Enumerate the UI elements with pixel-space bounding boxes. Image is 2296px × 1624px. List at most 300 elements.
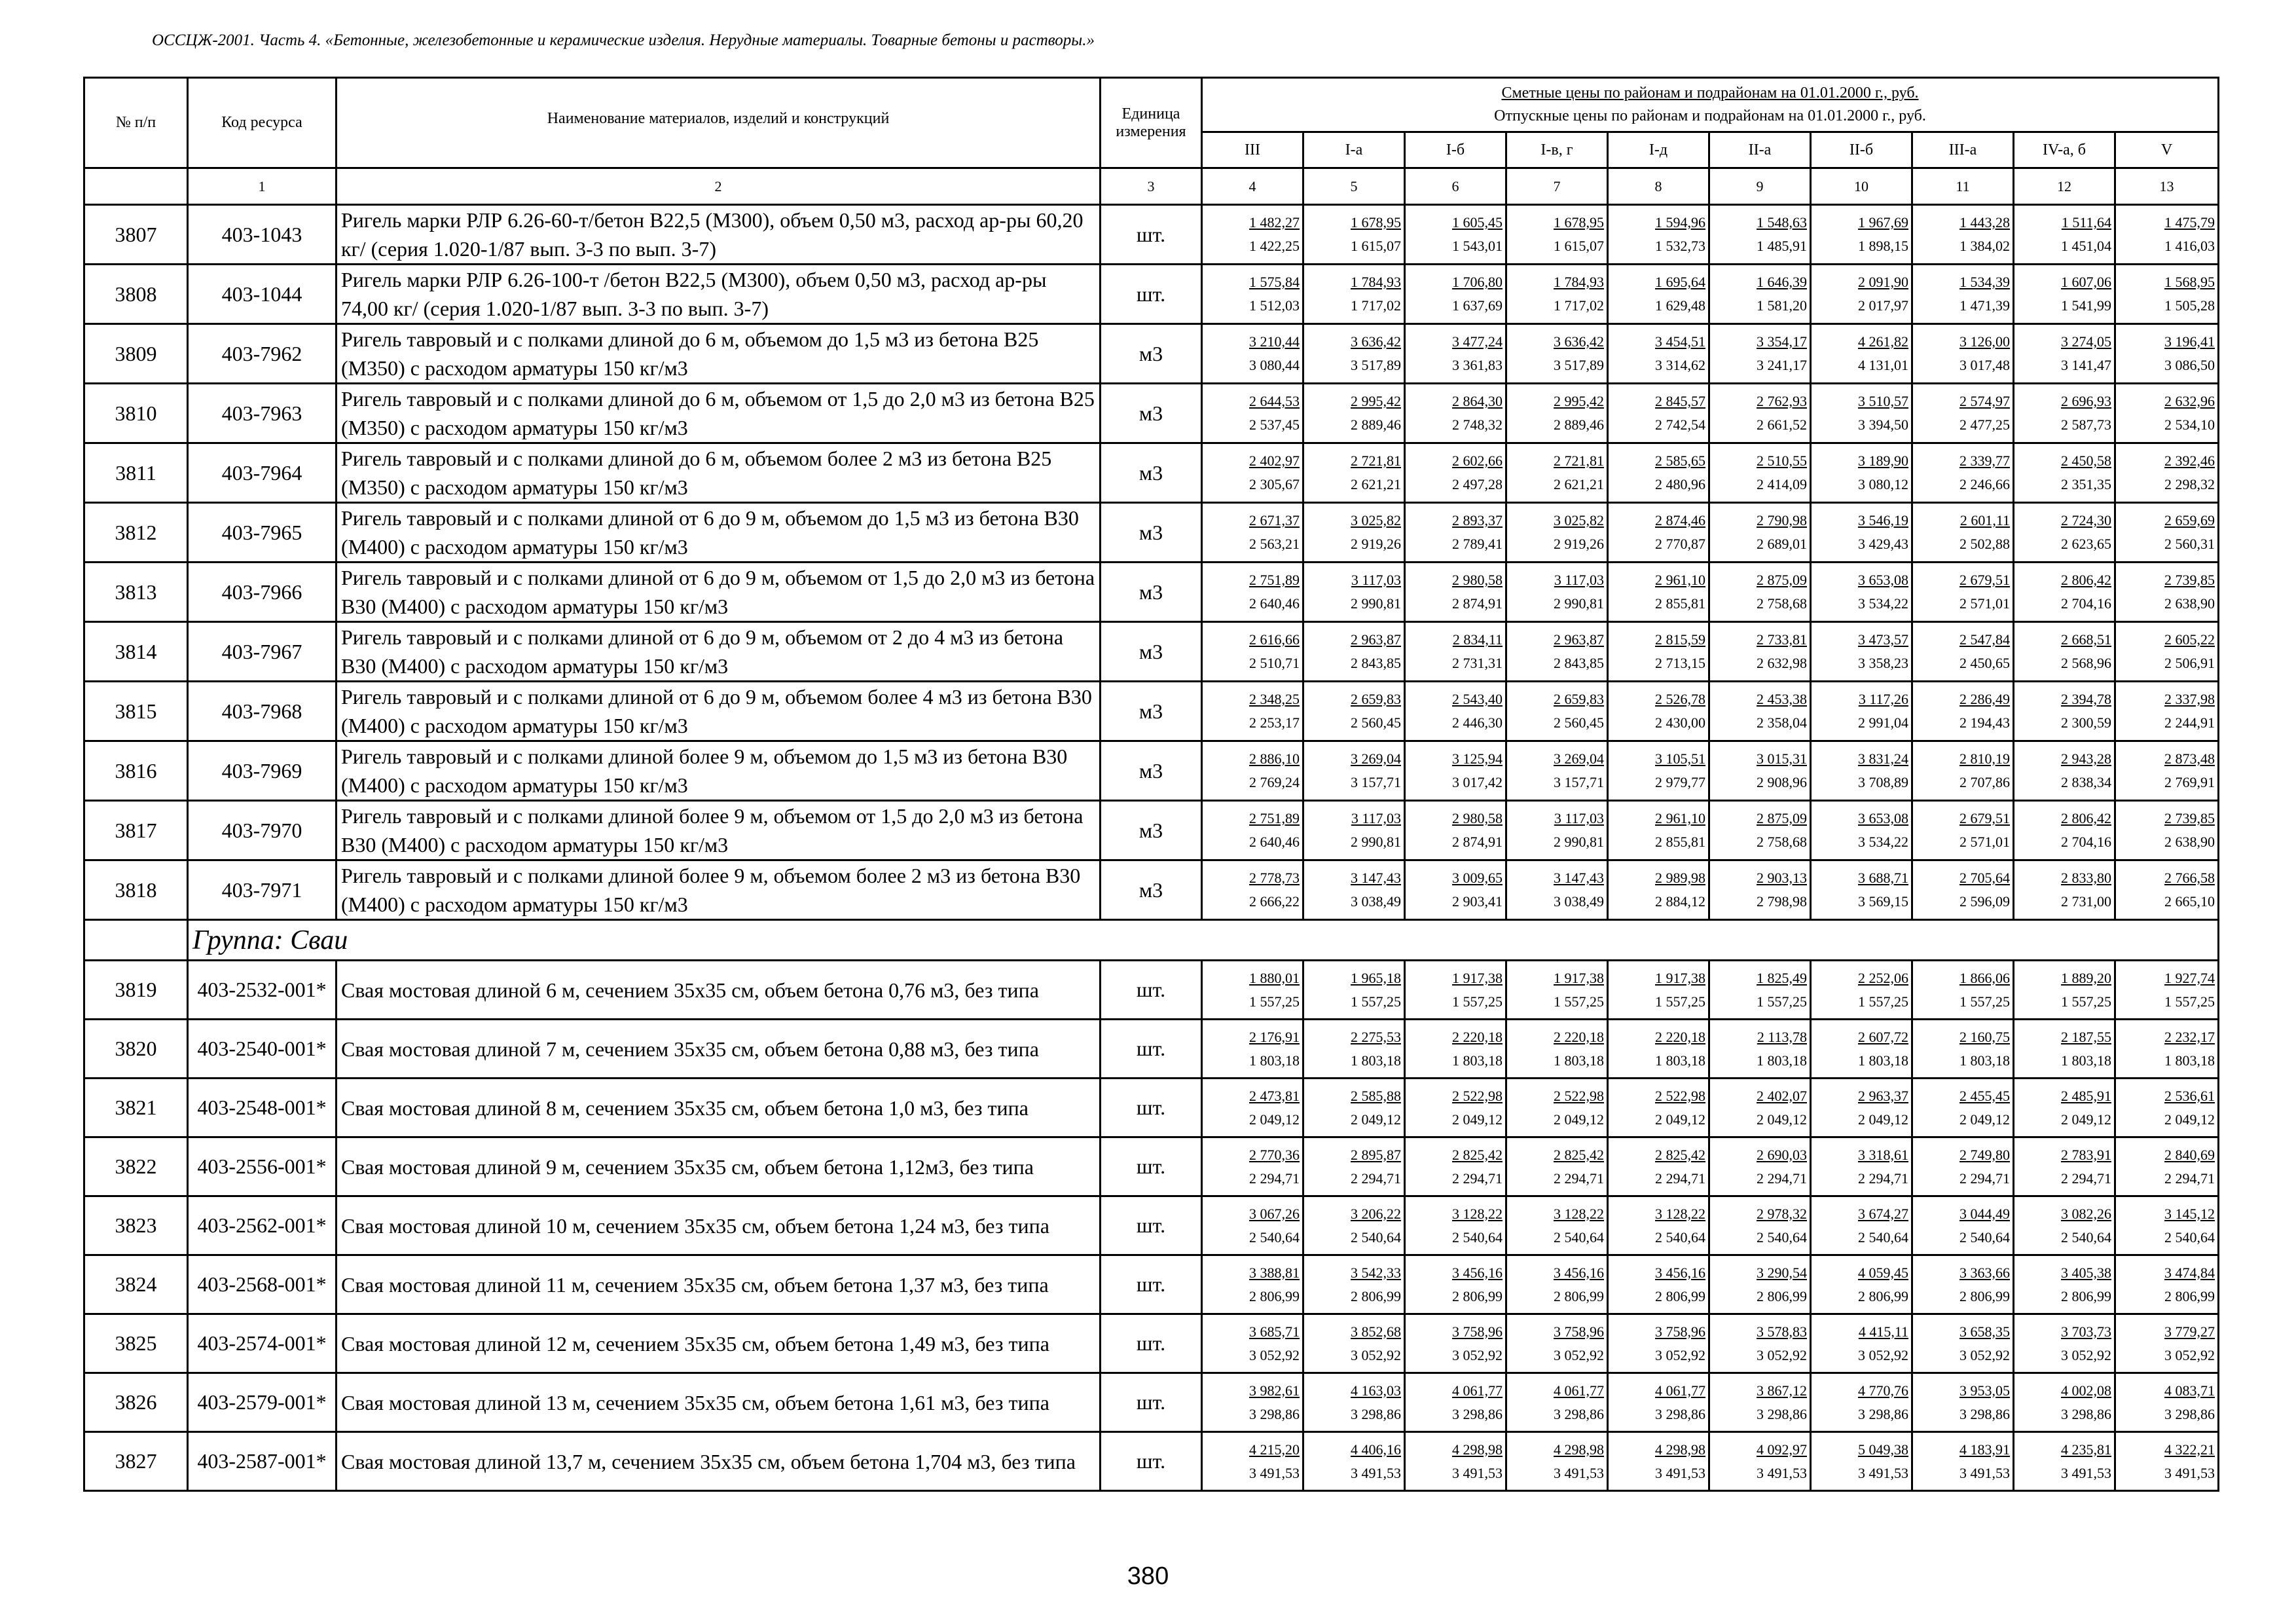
release-price: 3 491,53 [1858,1464,1908,1481]
estimate-price: 3 117,03 [1554,572,1604,588]
release-price: 1 557,25 [2164,993,2215,1010]
release-price: 3 358,23 [1858,655,1908,671]
price-cell [1506,443,1608,503]
price-cell [1405,622,1506,682]
release-price: 1 717,02 [1351,297,1401,314]
resource-code: 403-7962 [188,324,337,384]
price-cell [1506,961,1608,1020]
estimate-price: 2 585,88 [1351,1087,1401,1104]
price-cell [2115,860,2219,920]
estimate-price: 2 679,51 [1959,572,2010,588]
region-header: III-а [1912,132,2014,168]
release-price: 2 806,99 [1452,1287,1503,1304]
region-header: I-д [1608,132,1709,168]
price-cell [1202,1432,1303,1491]
price-cell [1202,1314,1303,1373]
unit: м3 [1101,563,1202,622]
release-price: 2 908,96 [1757,774,1807,790]
estimate-price: 2 989,98 [1655,870,1705,886]
estimate-price: 2 961,10 [1655,572,1705,588]
table-row [84,1020,2219,1079]
estimate-price: 3 473,57 [1858,631,1908,648]
price-cell [1912,563,2014,622]
release-price: 1 557,25 [1452,993,1503,1010]
estimate-price: 5 049,38 [1858,1441,1908,1458]
price-cell [2115,324,2219,384]
estimate-price: 2 810,19 [1959,750,2010,767]
release-price: 2 049,12 [1757,1111,1807,1128]
unit: шт. [1101,1196,1202,1255]
item-name: Ригель тавровый и с полками длиной более 9 м, объемом от 1,5 до 2,0 м3 из бетона В30 (М400) с расходом арматуры 150 кг/м3 [337,801,1101,860]
release-price: 2 540,64 [1554,1228,1604,1246]
price-cell [1202,961,1303,1020]
table-row [84,265,2219,324]
estimate-price: 4 322,21 [2164,1441,2215,1458]
estimate-price: 2 790,98 [1757,512,1807,528]
release-price: 2 731,31 [1452,655,1503,671]
release-price: 2 742,54 [1655,416,1705,433]
header-resource-code: Код ресурса [188,78,337,168]
estimate-price: 2 574,97 [1959,393,2010,409]
region-header: II-б [1811,132,1912,168]
price-cell [1405,860,1506,920]
release-price: 2 049,12 [2061,1111,2111,1128]
release-price: 1 557,25 [1351,993,1401,1010]
estimate-price: 2 339,77 [1959,452,2010,469]
price-cell [1405,1432,1506,1491]
release-price: 3 080,12 [1858,476,1908,492]
resource-code: 403-2587-001* [188,1432,337,1491]
release-price: 3 052,92 [1452,1346,1503,1363]
price-cell [1506,1020,1608,1079]
price-cell [2014,1137,2115,1196]
price-cell [1709,384,1811,443]
estimate-price: 3 126,00 [1959,333,2010,350]
price-cell [2014,443,2115,503]
column-number-row [84,168,2219,205]
estimate-price: 4 163,03 [1351,1382,1401,1399]
estimate-price: 3 354,17 [1757,333,1807,350]
price-cell [1506,265,1608,324]
estimate-price: 2 473,81 [1249,1087,1300,1104]
item-name: Ригель тавровый и с полками длиной от 6 до 9 м, объемом до 1,5 м3 из бетона В30 (М400) с расходом арматуры 150 кг/м3 [337,503,1101,563]
table-row [84,1373,2219,1432]
release-price: 2 889,46 [1554,416,1604,433]
estimate-price: 2 806,42 [2061,810,2111,826]
estimate-price: 2 834,11 [1452,631,1503,648]
release-price: 3 361,83 [1452,357,1503,373]
estimate-price: 3 779,27 [2164,1323,2215,1340]
release-price: 2 621,21 [1351,476,1401,492]
release-price: 2 246,66 [1959,476,2010,492]
estimate-price: 2 091,90 [1858,274,1908,290]
estimate-price: 2 607,72 [1858,1028,1908,1045]
estimate-price: 2 696,93 [2061,393,2111,409]
release-price: 2 305,67 [1249,476,1300,492]
resource-code: 403-2579-001* [188,1373,337,1432]
price-cell [1506,503,1608,563]
row-number: 3816 [84,741,188,801]
release-price: 2 253,17 [1249,714,1300,731]
estimate-price: 2 705,64 [1959,870,2010,886]
region-header: IV-а, б [2014,132,2115,168]
release-price: 2 758,68 [1757,595,1807,612]
estimate-price: 2 547,84 [1959,631,2010,648]
release-price: 2 640,46 [1249,595,1300,612]
release-price: 2 537,45 [1249,416,1300,433]
price-cell [1811,324,1912,384]
resource-code: 403-7964 [188,443,337,503]
estimate-price: 3 145,12 [2164,1205,2215,1222]
release-price: 1 803,18 [1757,1052,1807,1069]
price-cell [2014,1196,2115,1255]
item-name: Свая мостовая длиной 10 м, сечением 35х35 см, объем бетона 1,24 м3, без типа [337,1196,1101,1255]
estimate-price: 2 980,58 [1452,572,1503,588]
release-price: 3 534,22 [1858,595,1908,612]
row-number: 3824 [84,1255,188,1314]
estimate-price: 2 721,81 [1351,452,1401,469]
price-cell [1506,682,1608,741]
column-number-blank [84,168,188,205]
price-cell [1405,384,1506,443]
release-price: 2 298,32 [2164,476,2215,492]
estimate-price: 3 542,33 [1351,1264,1401,1281]
price-cell [2115,1255,2219,1314]
estimate-price: 1 534,39 [1959,274,2010,290]
price-cell [1608,1020,1709,1079]
release-price: 2 990,81 [1351,595,1401,612]
release-price: 3 429,43 [1858,536,1908,552]
estimate-price: 1 917,38 [1452,969,1503,986]
estimate-price: 2 963,37 [1858,1087,1908,1104]
price-cell [1709,205,1811,265]
estimate-price: 3 758,96 [1554,1323,1604,1340]
price-cell [1912,961,2014,1020]
release-price: 1 803,18 [1655,1052,1705,1069]
release-price: 2 806,99 [1858,1287,1908,1304]
estimate-price: 2 875,09 [1757,572,1807,588]
estimate-price: 3 867,12 [1757,1382,1807,1399]
estimate-price: 4 298,98 [1554,1441,1604,1458]
release-price: 2 502,88 [1959,536,2010,552]
release-price: 2 540,64 [1858,1228,1908,1246]
release-price: 2 540,64 [2164,1228,2215,1246]
estimate-price: 3 636,42 [1351,333,1401,350]
release-price: 2 049,12 [1351,1111,1401,1128]
row-number: 3825 [84,1314,188,1373]
estimate-price: 2 739,85 [2164,572,2215,588]
price-cell [2014,1255,2115,1314]
row-number: 3823 [84,1196,188,1255]
estimate-price: 1 889,20 [2061,969,2111,986]
release-price: 2 990,81 [1351,834,1401,850]
estimate-price: 2 840,69 [2164,1146,2215,1163]
price-cell [1303,1255,1405,1314]
unit: шт. [1101,1255,1202,1314]
table-row [84,1432,2219,1491]
estimate-price: 2 585,65 [1655,452,1705,469]
price-cell [2115,1020,2219,1079]
estimate-price: 2 526,78 [1655,691,1705,707]
release-price: 2 769,91 [2164,774,2215,790]
estimate-price: 2 543,40 [1452,691,1503,707]
table-row [84,1079,2219,1137]
estimate-price: 2 721,81 [1554,452,1604,469]
release-price: 2 300,59 [2061,714,2111,731]
release-price: 1 615,07 [1554,238,1604,254]
release-price: 3 491,53 [1959,1464,2010,1481]
price-cell [1811,1020,1912,1079]
estimate-price: 3 117,26 [1858,691,1908,707]
price-cell [1202,563,1303,622]
estimate-price: 3 405,38 [2061,1264,2111,1281]
estimate-price: 2 825,42 [1655,1146,1705,1163]
price-cell [1709,622,1811,682]
region-header: V [2115,132,2219,168]
estimate-price: 3 125,94 [1452,750,1503,767]
estimate-price: 2 348,25 [1249,691,1300,707]
release-price: 1 557,25 [1554,993,1604,1010]
release-price: 3 052,92 [1655,1346,1705,1363]
release-price: 3 394,50 [1858,416,1908,433]
price-cell [1405,1196,1506,1255]
price-cell [1912,1314,2014,1373]
release-price: 2 806,99 [1351,1287,1401,1304]
row-number: 3819 [84,961,188,1020]
estimate-price: 3 454,51 [1655,333,1705,350]
price-cell [1202,503,1303,563]
estimate-price: 3 703,73 [2061,1323,2111,1340]
estimate-price: 4 059,45 [1858,1264,1908,1281]
estimate-price: 1 475,79 [2164,214,2215,231]
release-price: 2 596,09 [1959,893,2010,910]
release-price: 2 806,99 [2061,1287,2111,1304]
estimate-price: 2 895,87 [1351,1146,1401,1163]
price-cell [2115,205,2219,265]
estimate-price: 3 128,22 [1452,1205,1503,1222]
estimate-price: 4 061,77 [1452,1382,1503,1399]
price-cell [1506,1432,1608,1491]
estimate-price: 2 845,57 [1655,393,1705,409]
release-price: 2 540,64 [1249,1228,1300,1246]
estimate-price: 3 117,03 [1351,572,1401,588]
release-price: 2 540,64 [1757,1228,1807,1246]
price-cell [1709,1137,1811,1196]
price-cell [1202,1137,1303,1196]
unit: м3 [1101,801,1202,860]
price-cell [1811,503,1912,563]
row-number: 3822 [84,1137,188,1196]
release-price: 1 803,18 [1959,1052,2010,1069]
price-cell [2115,1314,2219,1373]
release-price: 3 708,89 [1858,774,1908,790]
unit: шт. [1101,1373,1202,1432]
release-price: 2 049,12 [1959,1111,2010,1128]
price-cell [2115,443,2219,503]
release-price: 1 803,18 [1554,1052,1604,1069]
resource-code: 403-7965 [188,503,337,563]
unit: м3 [1101,384,1202,443]
price-cell [1405,1079,1506,1137]
header-unit: Единица измерения [1101,78,1202,168]
price-cell [1608,741,1709,801]
release-price: 1 451,04 [2061,238,2111,254]
price-cell [1506,1137,1608,1196]
estimate-price: 3 388,81 [1249,1264,1300,1281]
item-name: Ригель тавровый и с полками длиной от 6 до 9 м, объемом более 4 м3 из бетона В30 (М400) с расходом арматуры 150 кг/м3 [337,682,1101,741]
estimate-price: 3 653,08 [1858,810,1908,826]
row-number: 3808 [84,265,188,324]
price-cell [2014,563,2115,622]
row-number: 3826 [84,1373,188,1432]
release-price: 2 587,73 [2061,416,2111,433]
unit: м3 [1101,860,1202,920]
price-cell [2014,622,2115,682]
estimate-price: 3 831,24 [1858,750,1908,767]
release-price: 2 991,04 [1858,714,1908,731]
price-cell [1811,1255,1912,1314]
price-cell [1405,205,1506,265]
price-cell [1912,1079,2014,1137]
release-price: 2 480,96 [1655,476,1705,492]
estimate-price: 2 751,89 [1249,572,1300,588]
release-price: 2 640,46 [1249,834,1300,850]
release-price: 3 298,86 [2164,1405,2215,1422]
release-price: 1 422,25 [1249,238,1300,254]
item-name: Свая мостовая длиной 6 м, сечением 35х35 см, объем бетона 0,76 м3, без типа [337,961,1101,1020]
release-price: 1 471,39 [1959,297,2010,314]
price-cell [1506,1314,1608,1373]
item-name: Свая мостовая длиной 13 м, сечением 35х35 см, объем бетона 1,61 м3, без типа [337,1373,1101,1432]
price-cell [1608,384,1709,443]
price-cell [1202,1196,1303,1255]
estimate-price: 4 061,77 [1655,1382,1705,1399]
column-number: 10 [1811,168,1912,205]
resource-code: 403-2540-001* [188,1020,337,1079]
release-price: 3 052,92 [1858,1346,1908,1363]
price-cell [1506,1196,1608,1255]
estimate-price: 2 644,53 [1249,393,1300,409]
estimate-price: 4 415,11 [1858,1323,1908,1340]
column-number: 5 [1303,168,1405,205]
estimate-price: 1 784,93 [1351,274,1401,290]
release-price: 2 049,12 [2164,1111,2215,1128]
release-price: 2 540,64 [1452,1228,1503,1246]
estimate-price: 3 474,84 [2164,1264,2215,1281]
price-cell [2115,1196,2219,1255]
release-price: 2 540,64 [1351,1228,1401,1246]
release-price: 2 666,22 [1249,893,1300,910]
estimate-price: 3 044,49 [1959,1205,2010,1222]
release-price: 3 491,53 [1554,1464,1604,1481]
release-price: 3 038,49 [1554,893,1604,910]
price-cell [1608,860,1709,920]
release-price: 3 298,86 [1959,1405,2010,1422]
release-price: 2 446,30 [1452,714,1503,731]
release-price: 2 903,41 [1452,893,1503,910]
estimate-price: 3 758,96 [1452,1323,1503,1340]
estimate-price: 2 770,36 [1249,1146,1300,1163]
resource-code: 403-1044 [188,265,337,324]
estimate-price: 2 978,32 [1757,1205,1807,1222]
estimate-price: 2 980,58 [1452,810,1503,826]
estimate-price: 2 875,09 [1757,810,1807,826]
price-cell [1303,205,1405,265]
release-price: 2 731,00 [2061,893,2111,910]
table-row [84,1196,2219,1255]
release-price: 1 557,25 [1249,993,1300,1010]
price-cell [1709,265,1811,324]
estimate-price: 2 873,48 [2164,750,2215,767]
estimate-price: 4 406,16 [1351,1441,1401,1458]
price-cell [1303,443,1405,503]
release-price: 1 803,18 [2164,1052,2215,1069]
region-header: II-а [1709,132,1811,168]
release-price: 2 769,24 [1249,774,1300,790]
estimate-price: 1 927,74 [2164,969,2215,986]
release-price: 2 704,16 [2061,834,2111,850]
estimate-price: 3 206,22 [1351,1205,1401,1222]
column-number: 4 [1202,168,1303,205]
price-cell [1912,503,2014,563]
price-cell [1303,324,1405,384]
estimate-price: 4 298,98 [1452,1441,1503,1458]
price-cell [1303,1137,1405,1196]
resource-code: 403-2556-001* [188,1137,337,1196]
price-cell [2115,682,2219,741]
price-cell [1709,961,1811,1020]
estimate-price: 3 082,26 [2061,1205,2111,1222]
price-cell [1608,265,1709,324]
row-number: 3815 [84,682,188,741]
unit: шт. [1101,265,1202,324]
price-cell [1303,265,1405,324]
price-cell [1405,1255,1506,1314]
estimate-price: 2 659,69 [2164,512,2215,528]
estimate-price: 2 113,78 [1757,1028,1807,1045]
price-cell [1405,503,1506,563]
price-cell [1608,1079,1709,1137]
item-name: Ригель тавровый и с полками длиной более 9 м, объемом более 2 м3 из бетона В30 (М400) с расходом арматуры 150 кг/м3 [337,860,1101,920]
item-name: Свая мостовая длиной 12 м, сечением 35х35 см, объем бетона 1,49 м3, без типа [337,1314,1101,1373]
estimate-price: 1 607,06 [2061,274,2111,290]
price-cell [2115,503,2219,563]
item-name: Свая мостовая длиной 7 м, сечением 35х35 см, объем бетона 0,88 м3, без типа [337,1020,1101,1079]
price-cell [1709,801,1811,860]
table-row [84,443,2219,503]
price-cell [1202,1020,1303,1079]
price-cell [1811,1314,1912,1373]
estimate-price: 1 678,95 [1351,214,1401,231]
release-price: 1 629,48 [1655,297,1705,314]
release-price: 3 052,92 [1351,1346,1401,1363]
release-price: 2 450,65 [1959,655,2010,671]
release-price: 3 017,48 [1959,357,2010,373]
estimate-price: 3 105,51 [1655,750,1705,767]
estimate-price: 2 671,37 [1249,512,1300,528]
row-number: 3813 [84,563,188,622]
price-cell [1811,205,1912,265]
release-price: 3 052,92 [1757,1346,1807,1363]
release-price: 2 623,65 [2061,536,2111,552]
item-name: Свая мостовая длиной 11 м, сечением 35х35 см, объем бетона 1,37 м3, без типа [337,1255,1101,1314]
item-name: Свая мостовая длиной 8 м, сечением 35х35 см, объем бетона 1,0 м3, без типа [337,1079,1101,1137]
release-price: 2 661,52 [1757,416,1807,433]
release-price: 2 049,12 [1655,1111,1705,1128]
estimate-price: 2 739,85 [2164,810,2215,826]
resource-code: 403-7967 [188,622,337,682]
price-cell [2115,801,2219,860]
